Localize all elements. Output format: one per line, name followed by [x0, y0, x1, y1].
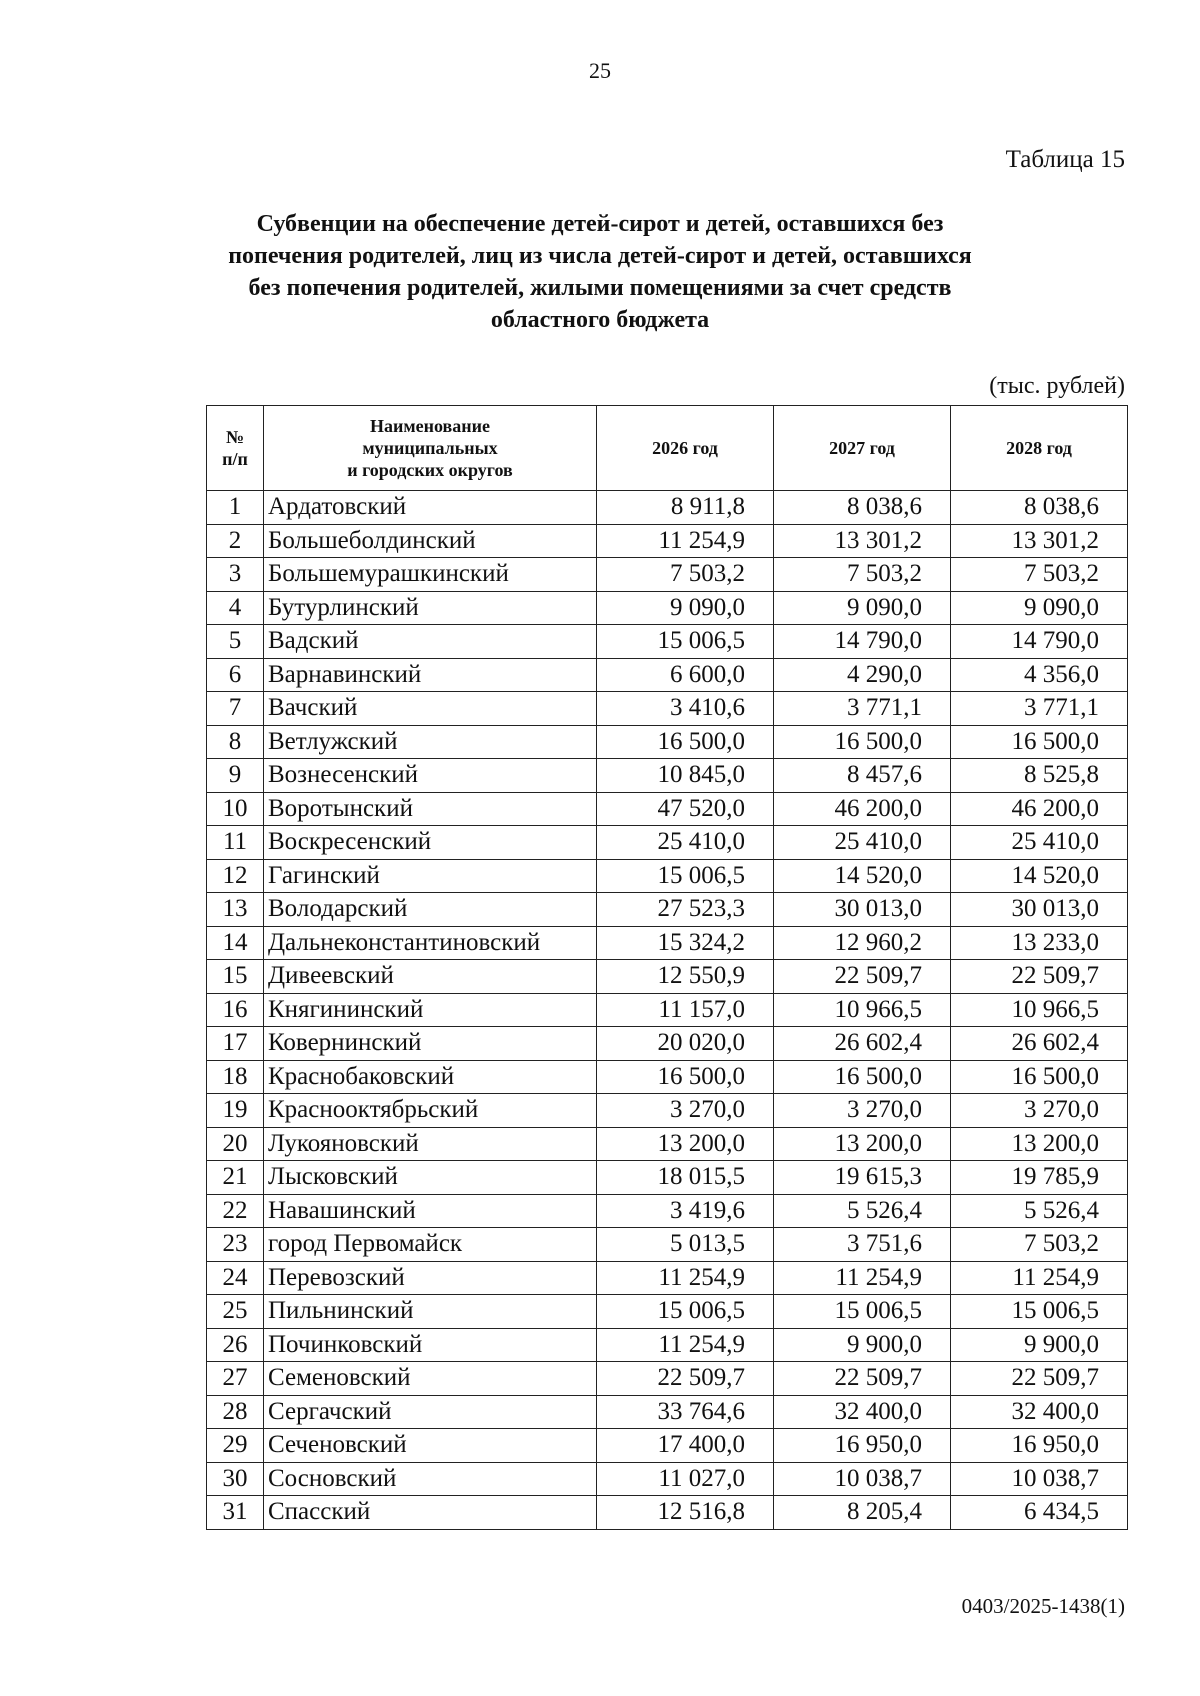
subventions-table — [206, 405, 1128, 1530]
value-2026: 11 254,9 — [597, 1261, 774, 1295]
value-2028: 3 771,1 — [951, 692, 1128, 726]
value-2028: 11 254,9 — [951, 1261, 1128, 1295]
municipality-name: Сосновский — [264, 1462, 597, 1496]
table-row — [207, 926, 1128, 960]
value-2026: 47 520,0 — [597, 792, 774, 826]
table-row — [207, 1060, 1128, 1094]
table-row — [207, 1261, 1128, 1295]
municipality-name: Воскресенский — [264, 826, 597, 860]
table-row — [207, 1462, 1128, 1496]
row-number: 15 — [207, 960, 264, 994]
value-2028: 25 410,0 — [951, 826, 1128, 860]
title-line: Субвенции на обеспечение детей-сирот и детей, оставшихся без — [256, 211, 944, 237]
municipality-name: Краснооктябрьский — [264, 1094, 597, 1128]
value-2026: 25 410,0 — [597, 826, 774, 860]
municipality-name: Вадский — [264, 625, 597, 659]
table-row — [207, 1295, 1128, 1329]
value-2028: 9 900,0 — [951, 1328, 1128, 1362]
table-row — [207, 759, 1128, 793]
row-number: 22 — [207, 1194, 264, 1228]
table-row — [207, 1127, 1128, 1161]
value-2028: 3 270,0 — [951, 1094, 1128, 1128]
document-title — [200, 208, 1000, 336]
title-line: областного бюджета — [490, 307, 710, 333]
municipality-name: Пильнинский — [264, 1295, 597, 1329]
municipality-name: Вознесенский — [264, 759, 597, 793]
value-2028: 16 950,0 — [951, 1429, 1128, 1463]
value-2026: 12 550,9 — [597, 960, 774, 994]
value-2028: 8 038,6 — [951, 491, 1128, 525]
row-number: 2 — [207, 524, 264, 558]
table-row — [207, 1228, 1128, 1262]
municipality-name: Дивеевский — [264, 960, 597, 994]
municipality-name: Большемурашкинский — [264, 558, 597, 592]
value-2027: 12 960,2 — [774, 926, 951, 960]
municipality-name: Вачский — [264, 692, 597, 726]
row-number: 18 — [207, 1060, 264, 1094]
value-2027: 11 254,9 — [774, 1261, 951, 1295]
row-number: 31 — [207, 1496, 264, 1530]
row-number: 24 — [207, 1261, 264, 1295]
value-2028: 10 966,5 — [951, 993, 1128, 1027]
table-row — [207, 692, 1128, 726]
value-2028: 46 200,0 — [951, 792, 1128, 826]
value-2028: 10 038,7 — [951, 1462, 1128, 1496]
table-row — [207, 725, 1128, 759]
municipality-name: Большеболдинский — [264, 524, 597, 558]
value-2027: 14 520,0 — [774, 859, 951, 893]
value-2027: 3 751,6 — [774, 1228, 951, 1262]
title-line: попечения родителей, лиц из числа детей-сирот и детей, оставшихся — [228, 243, 972, 269]
value-2027: 8 205,4 — [774, 1496, 951, 1530]
row-number: 7 — [207, 692, 264, 726]
table-row — [207, 1395, 1128, 1429]
table-row — [207, 826, 1128, 860]
municipality-name: Володарский — [264, 893, 597, 927]
municipality-name: Сергачский — [264, 1395, 597, 1429]
value-2026: 3 270,0 — [597, 1094, 774, 1128]
page-number: 25 — [589, 58, 611, 83]
value-2026: 15 006,5 — [597, 1295, 774, 1329]
row-number: 1 — [207, 491, 264, 525]
row-number: 12 — [207, 859, 264, 893]
municipality-name: Бутурлинский — [264, 591, 597, 625]
value-2026: 9 090,0 — [597, 591, 774, 625]
value-2026: 7 503,2 — [597, 558, 774, 592]
value-2028: 30 013,0 — [951, 893, 1128, 927]
value-2028: 5 526,4 — [951, 1194, 1128, 1228]
municipality-name: Ветлужский — [264, 725, 597, 759]
table-body — [207, 491, 1128, 1530]
value-2027: 46 200,0 — [774, 792, 951, 826]
municipality-name: Ардатовский — [264, 491, 597, 525]
title-line: без попечения родителей, жилыми помещениями за счет средств — [248, 275, 952, 301]
value-2028: 16 500,0 — [951, 1060, 1128, 1094]
value-2027: 4 290,0 — [774, 658, 951, 692]
value-2027: 13 200,0 — [774, 1127, 951, 1161]
value-2026: 16 500,0 — [597, 1060, 774, 1094]
value-2027: 22 509,7 — [774, 1362, 951, 1396]
value-2026: 6 600,0 — [597, 658, 774, 692]
value-2028: 4 356,0 — [951, 658, 1128, 692]
value-2026: 33 764,6 — [597, 1395, 774, 1429]
value-2028: 16 500,0 — [951, 725, 1128, 759]
table-row — [207, 591, 1128, 625]
row-number: 26 — [207, 1328, 264, 1362]
municipality-name: Починковский — [264, 1328, 597, 1362]
row-number: 21 — [207, 1161, 264, 1195]
value-2026: 3 419,6 — [597, 1194, 774, 1228]
value-2026: 18 015,5 — [597, 1161, 774, 1195]
value-2027: 19 615,3 — [774, 1161, 951, 1195]
value-2026: 27 523,3 — [597, 893, 774, 927]
value-2026: 15 006,5 — [597, 625, 774, 659]
value-2028: 14 790,0 — [951, 625, 1128, 659]
municipality-name: Княгининский — [264, 993, 597, 1027]
header-municipality-name: Наименование муниципальных и городских округов — [264, 406, 597, 491]
value-2026: 13 200,0 — [597, 1127, 774, 1161]
table-header-row — [207, 406, 1128, 491]
table-row — [207, 524, 1128, 558]
value-2027: 8 457,6 — [774, 759, 951, 793]
value-2028: 32 400,0 — [951, 1395, 1128, 1429]
municipality-name: Сеченовский — [264, 1429, 597, 1463]
value-2027: 9 900,0 — [774, 1328, 951, 1362]
value-2028: 9 090,0 — [951, 591, 1128, 625]
value-2027: 30 013,0 — [774, 893, 951, 927]
value-2026: 8 911,8 — [597, 491, 774, 525]
municipality-name: Спасский — [264, 1496, 597, 1530]
value-2027: 10 966,5 — [774, 993, 951, 1027]
value-2027: 3 270,0 — [774, 1094, 951, 1128]
header-number: № п/п — [207, 406, 264, 491]
row-number: 3 — [207, 558, 264, 592]
municipality-name: Краснобаковский — [264, 1060, 597, 1094]
table-row — [207, 1328, 1128, 1362]
value-2027: 7 503,2 — [774, 558, 951, 592]
table-row — [207, 960, 1128, 994]
municipality-name: Лысковский — [264, 1161, 597, 1195]
municipality-name: Семеновский — [264, 1362, 597, 1396]
value-2028: 15 006,5 — [951, 1295, 1128, 1329]
row-number: 30 — [207, 1462, 264, 1496]
municipality-name: Дальнеконстантиновский — [264, 926, 597, 960]
value-2026: 22 509,7 — [597, 1362, 774, 1396]
value-2027: 9 090,0 — [774, 591, 951, 625]
row-number: 11 — [207, 826, 264, 860]
value-2028: 19 785,9 — [951, 1161, 1128, 1195]
value-2026: 16 500,0 — [597, 725, 774, 759]
value-2028: 22 509,7 — [951, 960, 1128, 994]
value-2028: 14 520,0 — [951, 859, 1128, 893]
value-2027: 16 500,0 — [774, 725, 951, 759]
municipality-name: город Первомайск — [264, 1228, 597, 1262]
value-2028: 6 434,5 — [951, 1496, 1128, 1530]
value-2026: 15 006,5 — [597, 859, 774, 893]
table-row — [207, 1161, 1128, 1195]
table-row — [207, 993, 1128, 1027]
value-2027: 25 410,0 — [774, 826, 951, 860]
value-2028: 26 602,4 — [951, 1027, 1128, 1061]
header-year-2026: 2026 год — [597, 406, 774, 491]
value-2027: 32 400,0 — [774, 1395, 951, 1429]
value-2028: 13 301,2 — [951, 524, 1128, 558]
value-2028: 13 200,0 — [951, 1127, 1128, 1161]
value-2027: 16 950,0 — [774, 1429, 951, 1463]
table-row — [207, 1094, 1128, 1128]
value-2027: 22 509,7 — [774, 960, 951, 994]
row-number: 10 — [207, 792, 264, 826]
table-row — [207, 625, 1128, 659]
table-row — [207, 1027, 1128, 1061]
table-label: Таблица 15 — [1005, 146, 1125, 173]
value-2026: 12 516,8 — [597, 1496, 774, 1530]
value-2026: 11 254,9 — [597, 524, 774, 558]
units-note: (тыс. рублей) — [989, 373, 1125, 399]
municipality-name: Воротынский — [264, 792, 597, 826]
row-number: 19 — [207, 1094, 264, 1128]
value-2027: 3 771,1 — [774, 692, 951, 726]
row-number: 25 — [207, 1295, 264, 1329]
row-number: 9 — [207, 759, 264, 793]
row-number: 29 — [207, 1429, 264, 1463]
header-year-2027: 2027 год — [774, 406, 951, 491]
municipality-name: Перевозский — [264, 1261, 597, 1295]
value-2026: 10 845,0 — [597, 759, 774, 793]
value-2026: 11 254,9 — [597, 1328, 774, 1362]
row-number: 17 — [207, 1027, 264, 1061]
row-number: 13 — [207, 893, 264, 927]
municipality-name: Гагинский — [264, 859, 597, 893]
row-number: 16 — [207, 993, 264, 1027]
table-row — [207, 1496, 1128, 1530]
value-2028: 8 525,8 — [951, 759, 1128, 793]
table-row — [207, 1362, 1128, 1396]
row-number: 20 — [207, 1127, 264, 1161]
value-2028: 13 233,0 — [951, 926, 1128, 960]
value-2027: 15 006,5 — [774, 1295, 951, 1329]
table-row — [207, 893, 1128, 927]
value-2027: 14 790,0 — [774, 625, 951, 659]
table-row — [207, 792, 1128, 826]
value-2027: 26 602,4 — [774, 1027, 951, 1061]
value-2026: 5 013,5 — [597, 1228, 774, 1262]
row-number: 27 — [207, 1362, 264, 1396]
value-2027: 13 301,2 — [774, 524, 951, 558]
table-row — [207, 491, 1128, 525]
table-row — [207, 658, 1128, 692]
document-code: 0403/2025-1438(1) — [961, 1594, 1125, 1618]
value-2026: 17 400,0 — [597, 1429, 774, 1463]
row-number: 5 — [207, 625, 264, 659]
municipality-name: Лукояновский — [264, 1127, 597, 1161]
row-number: 4 — [207, 591, 264, 625]
value-2026: 15 324,2 — [597, 926, 774, 960]
table-row — [207, 859, 1128, 893]
value-2027: 10 038,7 — [774, 1462, 951, 1496]
row-number: 8 — [207, 725, 264, 759]
value-2028: 7 503,2 — [951, 1228, 1128, 1262]
value-2026: 11 157,0 — [597, 993, 774, 1027]
value-2027: 5 526,4 — [774, 1194, 951, 1228]
table-row — [207, 558, 1128, 592]
value-2026: 20 020,0 — [597, 1027, 774, 1061]
row-number: 28 — [207, 1395, 264, 1429]
row-number: 6 — [207, 658, 264, 692]
value-2026: 11 027,0 — [597, 1462, 774, 1496]
municipality-name: Навашинский — [264, 1194, 597, 1228]
value-2027: 16 500,0 — [774, 1060, 951, 1094]
row-number: 23 — [207, 1228, 264, 1262]
table-row — [207, 1194, 1128, 1228]
value-2028: 22 509,7 — [951, 1362, 1128, 1396]
municipality-name: Варнавинский — [264, 658, 597, 692]
municipality-name: Ковернинский — [264, 1027, 597, 1061]
value-2026: 3 410,6 — [597, 692, 774, 726]
header-year-2028: 2028 год — [951, 406, 1128, 491]
value-2028: 7 503,2 — [951, 558, 1128, 592]
table-row — [207, 1429, 1128, 1463]
value-2027: 8 038,6 — [774, 491, 951, 525]
row-number: 14 — [207, 926, 264, 960]
